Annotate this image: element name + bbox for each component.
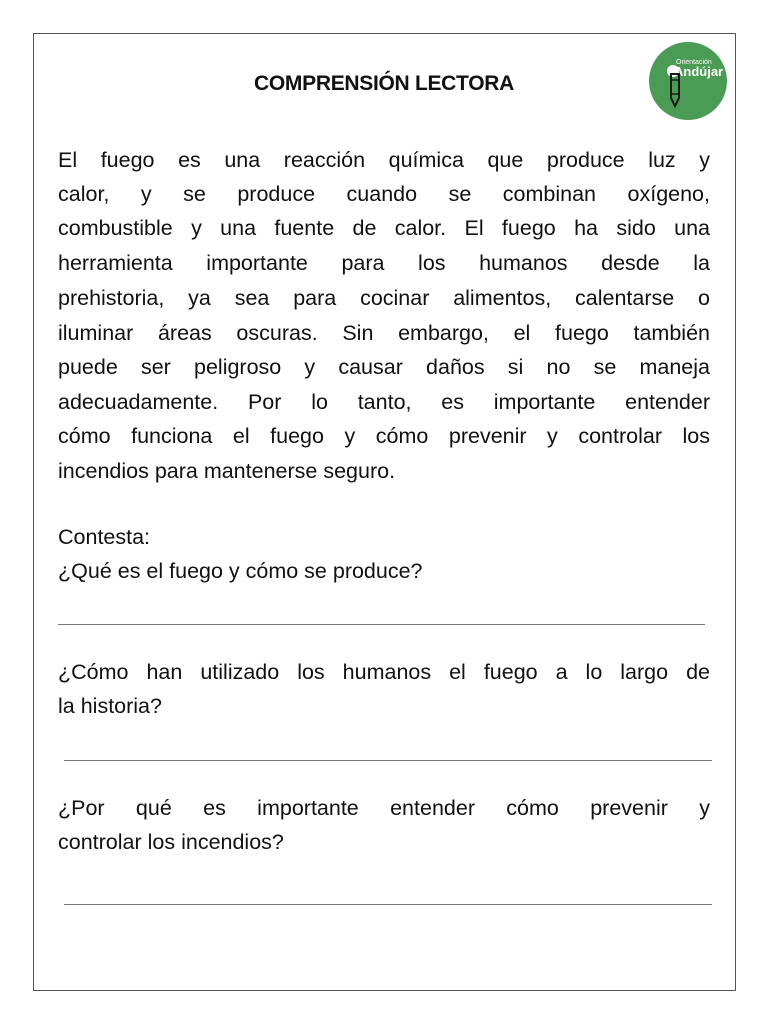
text-line: El fuego es una reacción química que produce luz y: [58, 148, 710, 172]
question-2-cont: la historia?: [58, 694, 162, 718]
text-line: adecuadamente. Por lo tanto, es importante entender: [58, 390, 710, 414]
pencil-logo-icon: [649, 42, 727, 120]
text-line: combustible y una fuente de calor. El fuego ha sido una: [58, 216, 710, 240]
text-line: puede ser peligroso y causar daños si no se maneja: [58, 355, 710, 379]
answer-prompt: Contesta:: [58, 525, 151, 549]
orientacion-andujar-logo: [649, 42, 727, 120]
svg-text:Orientación: Orientación: [676, 59, 712, 66]
text-line: calor, y se produce cuando se combinan oxígeno,: [58, 182, 710, 206]
text-line: prehistoria, ya sea para cocinar alimentos, calentarse o: [58, 286, 710, 310]
answer-line-1[interactable]: [58, 624, 705, 625]
question-1: ¿Qué es el fuego y cómo se produce?: [58, 559, 423, 583]
question-2: ¿Cómo han utilizado los humanos el fuego a lo largo de: [58, 660, 710, 684]
answer-line-3[interactable]: [64, 904, 712, 905]
text-line: iluminar áreas oscuras. Sin embargo, el fuego también: [58, 321, 710, 345]
page-title: COMPRENSIÓN LECTORA: [254, 72, 514, 95]
question-3: ¿Por qué es importante entender cómo prevenir y: [58, 796, 710, 820]
svg-text:Andújar: Andújar: [674, 64, 724, 79]
answer-line-2[interactable]: [64, 760, 712, 761]
text-line: cómo funciona el fuego y cómo prevenir y controlar los: [58, 424, 710, 448]
question-3-cont: controlar los incendios?: [58, 830, 284, 854]
text-line: incendios para mantenerse seguro.: [58, 459, 396, 483]
text-line: herramienta importante para los humanos desde la: [58, 251, 710, 275]
